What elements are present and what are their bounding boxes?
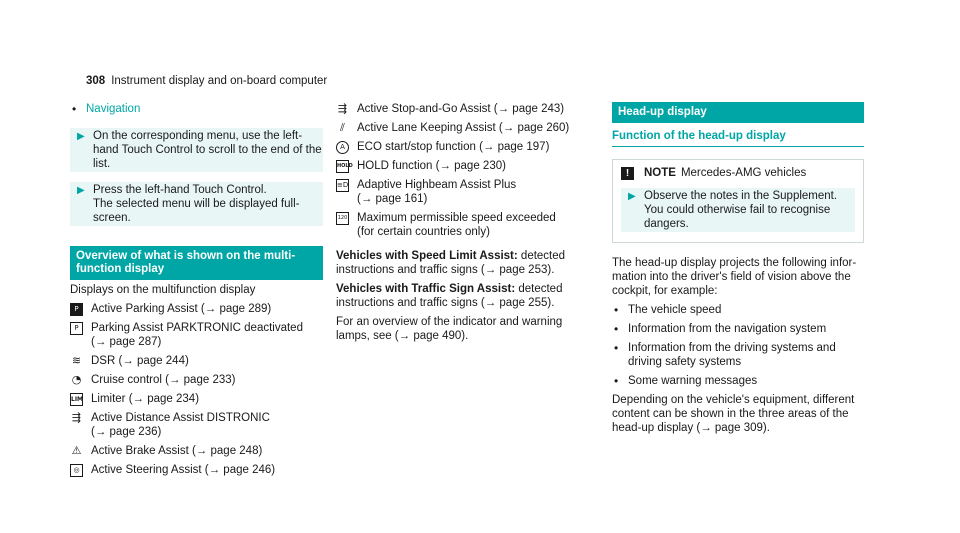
page-header xyxy=(86,74,327,88)
display-item: ◎ Active Steering Assist (→ page 246) xyxy=(70,463,323,477)
list-item: • Information from the driving systems and driving safety systems xyxy=(614,341,836,368)
bullet-dot-icon: • xyxy=(614,322,619,336)
display-item: A ECO start/stop function (→ page 197) xyxy=(336,140,602,154)
list-item: • Some warning messages xyxy=(614,374,758,388)
body-paragraph: The head-up display projects the following infor- mation into the driver's field of vision above the cockpit, for example: xyxy=(612,257,857,297)
navigation-link[interactable]: Navigation xyxy=(86,103,141,115)
section-title: Overview of what is shown on the multi- function display xyxy=(70,246,323,280)
steering-assist-icon: ◎ xyxy=(70,464,83,477)
step-text: Press the left-hand Touch Control. The selected menu will be displayed full- screen. xyxy=(93,184,300,224)
bullet-dot-icon: • xyxy=(614,303,619,317)
display-item: ⚠ Active Brake Assist (→ page 248) xyxy=(71,444,263,457)
bullet-dot-icon: • xyxy=(614,341,619,355)
navigation-bullet xyxy=(70,102,323,116)
overview-text: For an overview of the indicator and warning lamps, see (→ page 490). xyxy=(336,316,563,342)
note-label: NOTE xyxy=(644,167,676,179)
parking-assist-icon: P xyxy=(70,303,83,316)
display-item: 120 Maximum permissible speed exceeded (for certain countries only) xyxy=(337,212,556,238)
display-item: LIM Limiter (→ page 234) xyxy=(71,393,200,405)
lane-keeping-icon: ⫽ xyxy=(340,121,345,134)
max-speed-icon: 120 xyxy=(336,212,349,225)
bullet-dot-icon: • xyxy=(614,374,619,388)
column-middle xyxy=(336,102,602,343)
display-item: ≡D Adaptive Highbeam Assist Plus (→ page 161) xyxy=(337,179,517,205)
distronic-icon: ⇶ xyxy=(71,411,82,424)
note-box xyxy=(612,159,864,243)
brake-assist-icon: ⚠ xyxy=(71,444,82,457)
stop-and-go-icon: ⇶ xyxy=(337,102,348,115)
instruction-step xyxy=(621,188,855,232)
note-text: Mercedes-AMG vehicles xyxy=(680,167,807,179)
display-item: HOLD HOLD function (→ page 230) xyxy=(337,160,506,172)
sub-heading: Function of the head-up display xyxy=(612,129,864,147)
step-text: On the corresponding menu, use the left- hand Touch Control to scroll to the end of the list. xyxy=(93,130,322,170)
column-right xyxy=(612,102,864,435)
intro-text: Displays on the multifunction display xyxy=(70,284,256,296)
display-item: ⇶ Active Distance Assist DISTRONIC (→ page 236) xyxy=(71,411,270,438)
display-item: ◔ Cruise control (→ page 233) xyxy=(71,373,236,386)
step-arrow-icon: ▶ xyxy=(77,185,85,196)
body-paragraph: Depending on the vehicle's equipment, different content can be shown in the three areas of the head-up display (→ page 309). xyxy=(612,394,855,434)
display-item: P Parking Assist PARKTRONIC deactivated (→ page 287) xyxy=(70,321,323,349)
display-item: ⫽ Active Lane Keeping Assist (→ page 260) xyxy=(336,121,602,135)
instruction-step xyxy=(70,128,323,172)
cruise-control-icon: ◔ xyxy=(71,373,82,386)
step-arrow-icon: ▶ xyxy=(77,131,85,142)
note-header xyxy=(621,166,855,180)
display-item: ⇶ Active Stop-and-Go Assist (→ page 243) xyxy=(337,102,565,115)
display-item: ≋ DSR (→ page 244) xyxy=(71,354,189,367)
step-arrow-icon: ▶ xyxy=(628,191,636,202)
page-number: 308 xyxy=(86,75,106,87)
list-item: • The vehicle speed xyxy=(614,303,722,317)
hold-icon: HOLD xyxy=(336,160,349,173)
column-left xyxy=(70,102,323,482)
page-header-title: Instrument display and on-board computer xyxy=(111,75,328,87)
display-item: P Active Parking Assist (→ page 289) xyxy=(70,302,323,316)
traffic-sign-assist-text: Vehicles with Traffic Sign Assist: detected instructions and traffic signs (→ page 255). xyxy=(336,283,563,309)
step-text: Observe the notes in the Supplement. You could otherwise fail to recognise dangers. xyxy=(644,190,838,230)
list-item: • Information from the navigation system xyxy=(614,322,827,336)
dsr-icon: ≋ xyxy=(71,354,82,367)
section-title: Head-up display xyxy=(612,102,864,123)
highbeam-assist-icon: ≡D xyxy=(336,179,349,192)
warning-icon: ! xyxy=(621,167,634,180)
eco-start-stop-icon: A xyxy=(336,141,349,154)
parktronic-off-icon: P xyxy=(70,322,83,335)
limiter-icon: LIM xyxy=(70,393,83,406)
bullet-dot-icon: • xyxy=(72,102,77,116)
instruction-step xyxy=(70,182,323,226)
speed-limit-assist-text: Vehicles with Speed Limit Assist: detected instructions and traffic signs (→ page 253). xyxy=(336,250,566,276)
